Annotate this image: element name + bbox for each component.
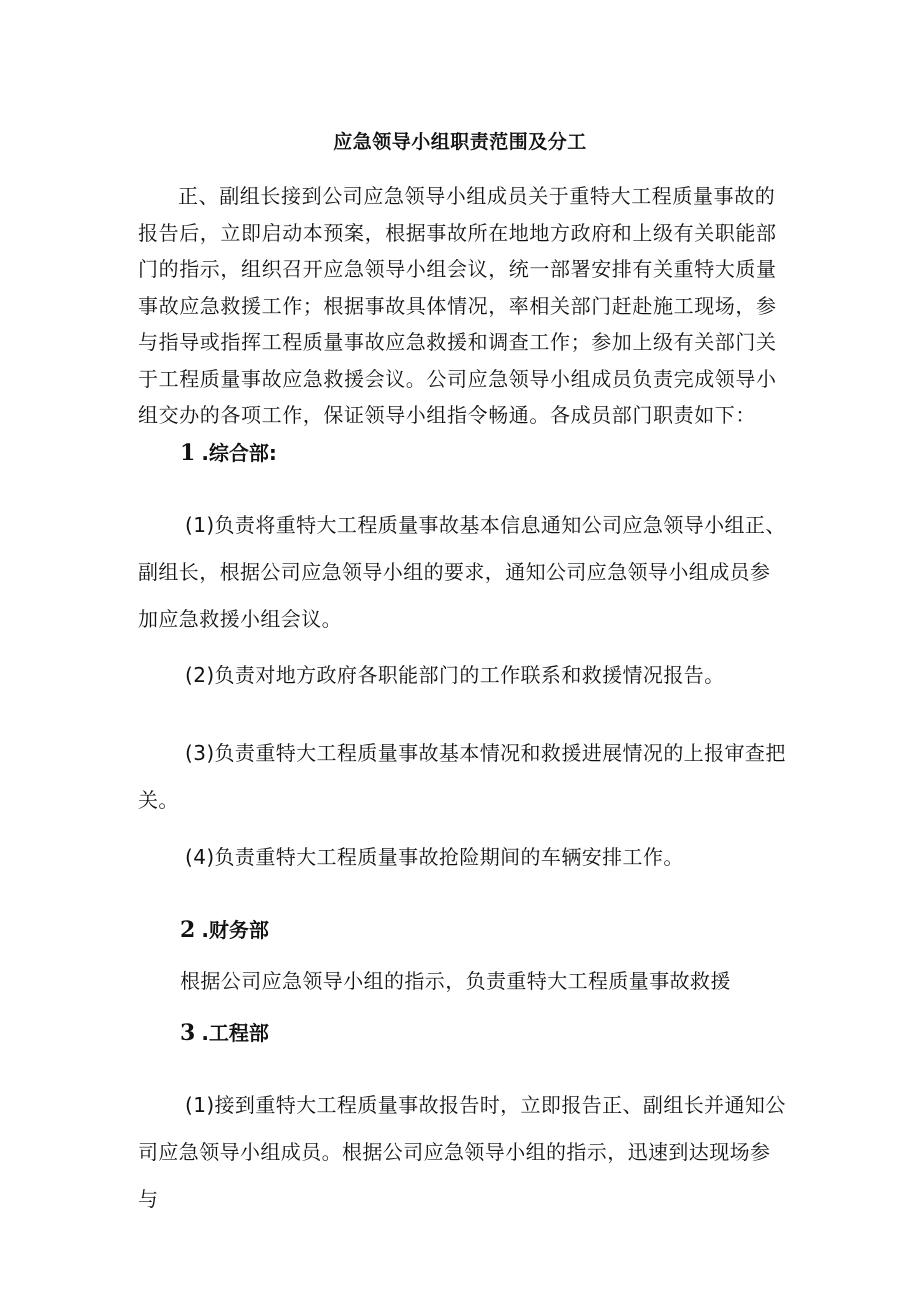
section-heading-2	[180, 915, 269, 945]
section-paragraph: 根据公司应急领导小组的指示，负责重特大工程质量事故救援	[180, 969, 731, 993]
section-number: 1	[180, 440, 196, 466]
document-title: 应急领导小组职责范围及分工	[333, 131, 587, 153]
list-item: (1)负责将重特大工程质量事故基本信息通知公司应急领导小组正、副组长，根据公司应急领导小组的要求，通知公司应急领导小组成员参加应急救援小组会议。	[138, 513, 786, 631]
section-number: 2	[180, 917, 196, 943]
section-title: .综合部:	[201, 441, 277, 465]
intro-paragraph: 正、副组长接到公司应急领导小组成员关于重特大工程质量事故的报告后，立即启动本预案，根据事故所在地地方政府和上级有关职能部门的指示，组织召开应急领导小组会议，统一部署安排有关重特大质量事故应急救援工作；根据事故具体情况，率相关部门赶赴施工现场，参与指导或指挥工程质量事故应急救援和调查工作；参加上级有关部门关于工程质量事故应急救援会议。公司应急领导小组成员负责完成领导小组交办的各项工作，保证领导小组指令畅通。各成员部门职责如下：	[138, 184, 777, 427]
section-heading-1	[180, 438, 277, 468]
list-item: (3)负责重特大工程质量事故基本情况和救援进展情况的上报审查把关。	[138, 741, 786, 812]
section-number: 3	[180, 1020, 196, 1046]
list-item: (2)负责对地方政府各职能部门的工作联系和救援情况报告。	[185, 663, 725, 687]
section-title: .财务部	[201, 918, 269, 942]
list-item: (1)接到重特大工程质量事故报告时，立即报告正、副组长并通知公司应急领导小组成员。根据公司应急领导小组的指示，迅速到达现场参与	[138, 1093, 786, 1211]
section-title: .工程部	[201, 1021, 269, 1045]
section-heading-3	[180, 1018, 269, 1048]
list-item: (4)负责重特大工程质量事故抢险期间的车辆安排工作。	[185, 845, 684, 869]
